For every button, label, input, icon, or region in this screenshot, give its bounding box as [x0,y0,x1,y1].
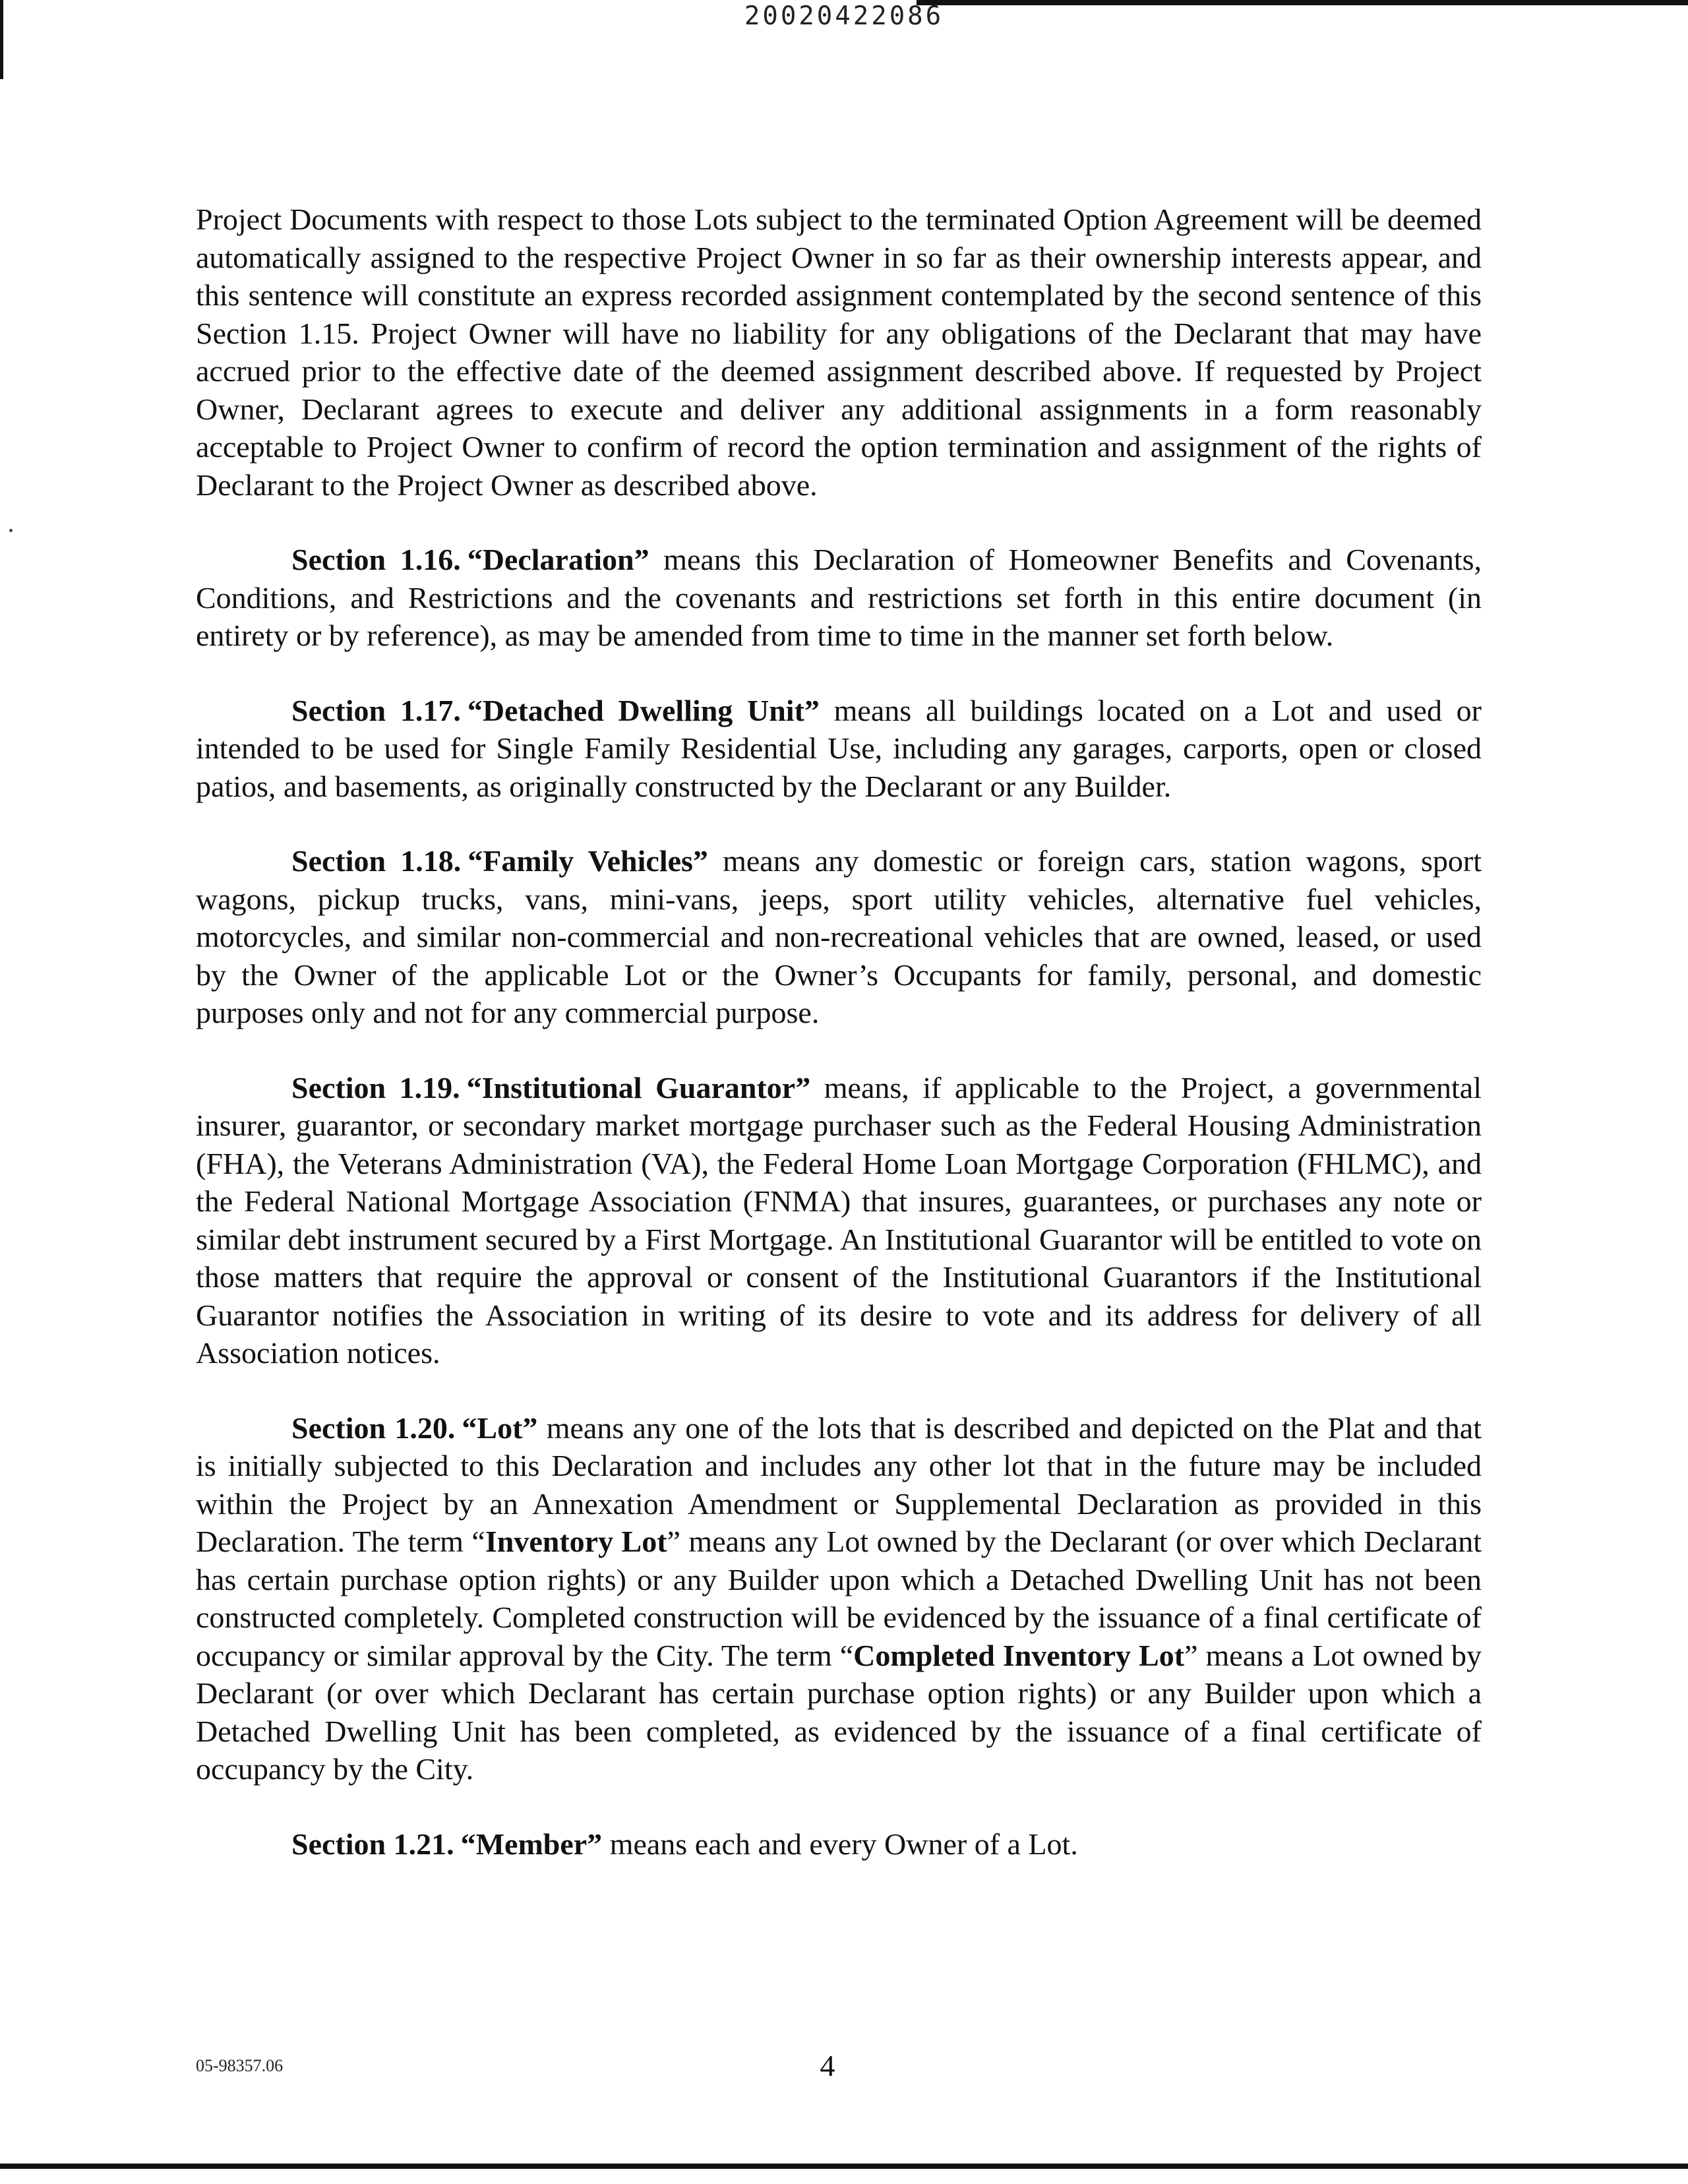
defined-term-completed-inventory-lot: Completed Inventory Lot [853,1638,1185,1672]
footer-document-id: 05-98357.06 [196,2056,284,2075]
section-heading: Section 1.17. [291,693,461,727]
section-text: ” means any Lot owned by the Declarant (or over which Declarant has certain purchase option rights) or any Builder upon which a Detached Dwelling Unit has not been constructed completely. Completed construction will be evidenced by the issuance of a final certificate of occupancy or similar approval by the City. The term “ [196,1525,1482,1672]
scan-speck [9,529,13,532]
defined-term: “Institutional Guarantor” [466,1070,811,1105]
section-heading: Section 1.18. [291,844,462,878]
section-text: ” means a Lot owned by Declarant (or over which Declarant has certain purchase option rights) or any Builder upon which a Detached Dwelling Unit has been completed, as evidenced by the issuance of a final certificate of occupancy by the City. [196,1638,1482,1786]
section-heading: Section 1.21. [291,1827,454,1861]
defined-term: “Detached Dwelling Unit” [467,693,820,727]
defined-term-inventory-lot: Inventory Lot [485,1525,667,1558]
section-text: means all buildings located on a Lot and used or intended to be used for Single Family Residential Use, including any garages, carports, open or closed patios, and basements, as originally constructed by the Declarant or any Builder. [196,693,1482,803]
defined-term: “Lot” [462,1410,538,1445]
section-1-16 [196,541,1482,655]
page-number: 4 [820,2049,835,2082]
scan-edge-bottom [0,2164,1688,2169]
section-text: means any domestic or foreign cars, station wagons, sport wagons, pickup trucks, vans, mini-vans, jeeps, sport utility vehicles, alternative fuel vehicles, motorcycles, and similar non-commercial and non-recreational vehicles that are owned, leased, or used by the Owner of the applicable Lot or the Owner’s Occupants for family, personal, and domestic purposes only and not for any commercial purpose. [196,844,1482,1029]
section-heading: Section 1.16. [291,543,461,576]
section-text: means, if applicable to the Project, a governmental insurer, guarantor, or secondary market mortgage purchaser such as the Federal Housing Administration (FHA), the Veterans Administration (VA), the Federal Home Loan Mortgage Corporation (FHLMC), and the Federal National Mortgage Association (FNMA) that insures, guarantees, or purchases any note or similar debt instrument secured by a First Mortgage. An Institutional Guarantor will be entitled to vote on those matters that require the approval or consent of the Institutional Guarantors if the Institutional Guarantor notifies the Association in writing of its desire to vote and its address for delivery of all Association notices. [196,1070,1482,1370]
section-1-17 [196,692,1482,806]
defined-term: “Declaration” [467,543,649,576]
section-text: means each and every Owner of a Lot. [602,1827,1078,1861]
defined-term: “Family Vehicles” [467,844,708,878]
section-1-20 [196,1409,1482,1788]
section-1-19 [196,1069,1482,1372]
defined-term: “Member” [460,1827,603,1861]
section-text: means any one of the lots that is described and depicted on the Plat and that is initially subjected to this Declaration and includes any other lot that in the future may be included within the Project by an Annexation Amendment or Supplemental Declaration as provided in this Declaration. The term “ [196,1410,1482,1558]
section-1-18 [196,842,1482,1032]
section-heading: Section 1.19. [291,1070,460,1105]
section-1-21 [196,1825,1482,1864]
recording-number: 20020422086 [744,1,944,31]
continuation-paragraph: Project Documents with respect to those Lots subject to the terminated Option Agreement will be deemed automatically assigned to the respective Project Owner in so far as their ownership interests appear, and this sentence will constitute an express recorded assignment contemplated by the second sentence of this Section 1.15. Project Owner will have no liability for any obligations of the Declarant that may have accrued prior to the effective date of the deemed assignment described above. If requested by Project Owner, Declarant agrees to execute and deliver any additional assignments in a form reasonably acceptable to Project Owner to confirm of record the option termination and assignment of the rights of Declarant to the Project Owner as described above. [196,202,1482,502]
section-heading: Section 1.20. [291,1410,456,1445]
page-body [196,200,1482,1900]
section-text: means this Declaration of Homeowner Benefits and Covenants, Conditions, and Restrictions and the covenants and restrictions set forth in this entire document (in entirety or by reference), as may be amended from time to time in the manner set forth below. [196,543,1482,652]
